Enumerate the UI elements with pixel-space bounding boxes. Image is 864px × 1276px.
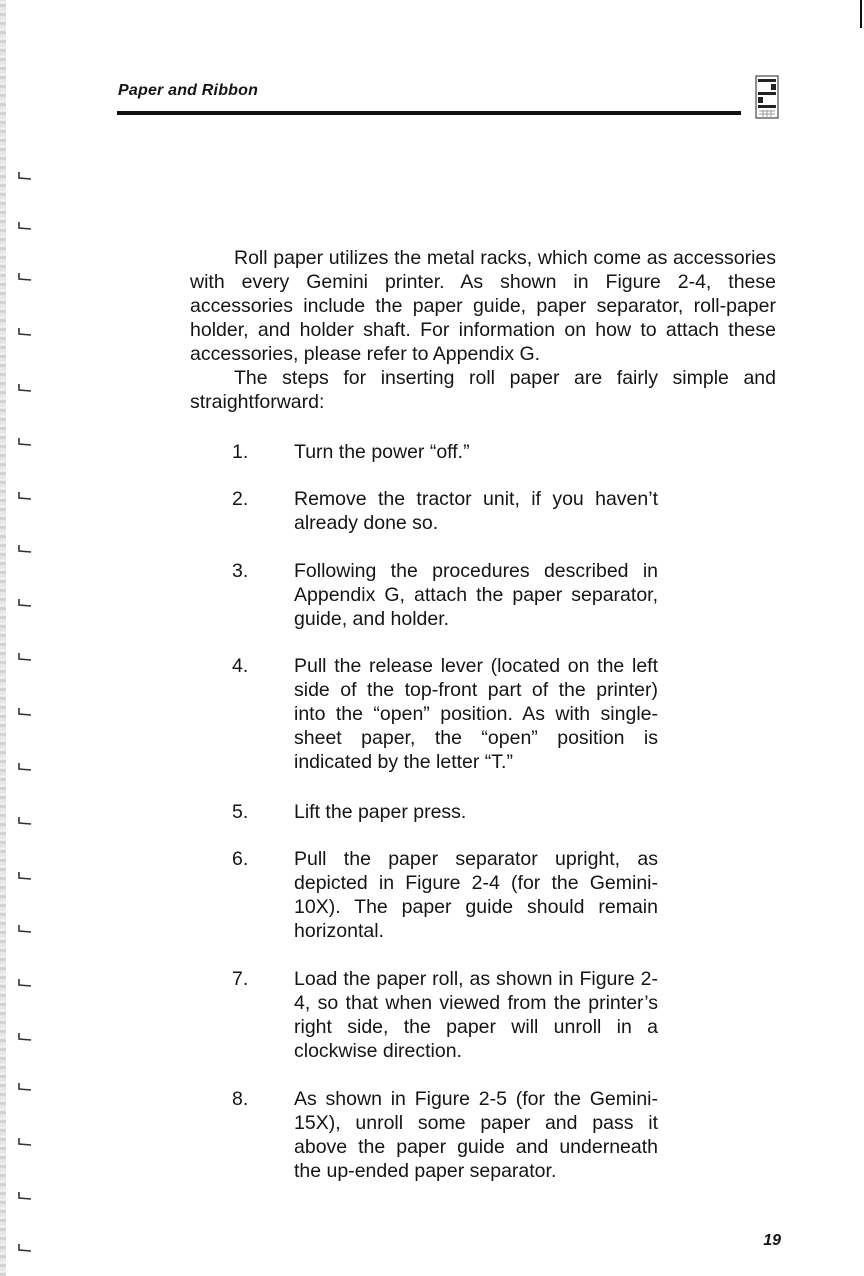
binding-mark <box>18 545 32 553</box>
binding-mark <box>18 979 32 987</box>
binding-mark <box>18 438 32 446</box>
binding-mark <box>18 384 32 392</box>
page-number: 19 <box>763 1232 781 1249</box>
step-text: Remove the tractor unit, if you haven’t already done so. <box>294 488 658 534</box>
binding-mark <box>18 925 32 933</box>
binding-mark <box>18 1083 32 1091</box>
running-head: Paper and Ribbon <box>118 82 259 99</box>
intro-text <box>190 246 776 414</box>
step-number: 8. <box>232 1088 249 1110</box>
binding-mark <box>18 653 32 661</box>
binding-edge <box>0 0 6 1276</box>
binding-mark <box>18 817 32 825</box>
chapter-2-tab-icon <box>755 75 779 119</box>
intro-paragraph-1: Roll paper utilizes the metal racks, which come as accessories with every Gemini printer. As shown in Figure 2-4, these accessories include the paper guide, paper separator, roll-paper holder, and holder shaft. For information on how to attach these accessories, please refer to Appendix G. <box>190 247 776 365</box>
step-number: 6. <box>232 848 249 870</box>
step-text: Load the paper roll, as shown in Figure 2-4, so that when viewed from the printer’s right side, the paper will unroll in a clockwise direction. <box>294 968 658 1062</box>
binding-mark <box>18 1138 32 1146</box>
step-text: As shown in Figure 2-5 (for the Gemini-15X), unroll some paper and pass it above the paper guide and underneath the up-ended paper separator. <box>294 1088 658 1182</box>
binding-mark <box>18 328 32 336</box>
binding-mark <box>18 172 32 180</box>
step-number: 5. <box>232 801 249 823</box>
binding-mark <box>18 222 32 230</box>
step-text: Pull the release lever (located on the left side of the top-front part of the printer) into the “open” position. As with single-sheet paper, the “open” position is indicated by the letter “T.” <box>294 655 658 773</box>
binding-mark <box>18 492 32 500</box>
step-number: 3. <box>232 560 249 582</box>
binding-mark <box>18 872 32 880</box>
binding-mark <box>18 1192 32 1200</box>
binding-mark <box>18 273 32 281</box>
step-text: Pull the paper separator upright, as depicted in Figure 2-4 (for the Gemini-10X). The paper guide should remain horizontal. <box>294 848 658 942</box>
step-number: 4. <box>232 655 249 677</box>
header-rule <box>117 111 741 115</box>
binding-mark <box>18 708 32 716</box>
crop-line <box>860 0 862 28</box>
binding-mark <box>18 1244 32 1252</box>
step-text: Turn the power “off.” <box>294 441 470 463</box>
step-number: 2. <box>232 488 249 510</box>
binding-mark <box>18 763 32 771</box>
step-number: 1. <box>232 441 249 463</box>
binding-mark <box>18 1033 32 1041</box>
step-text: Following the procedures described in Appendix G, attach the paper separator, guide, and holder. <box>294 560 658 630</box>
step-number: 7. <box>232 968 249 990</box>
binding-mark <box>18 599 32 607</box>
step-text: Lift the paper press. <box>294 801 467 823</box>
intro-paragraph-2: The steps for inserting roll paper are fairly simple and straightforward: <box>190 367 776 413</box>
